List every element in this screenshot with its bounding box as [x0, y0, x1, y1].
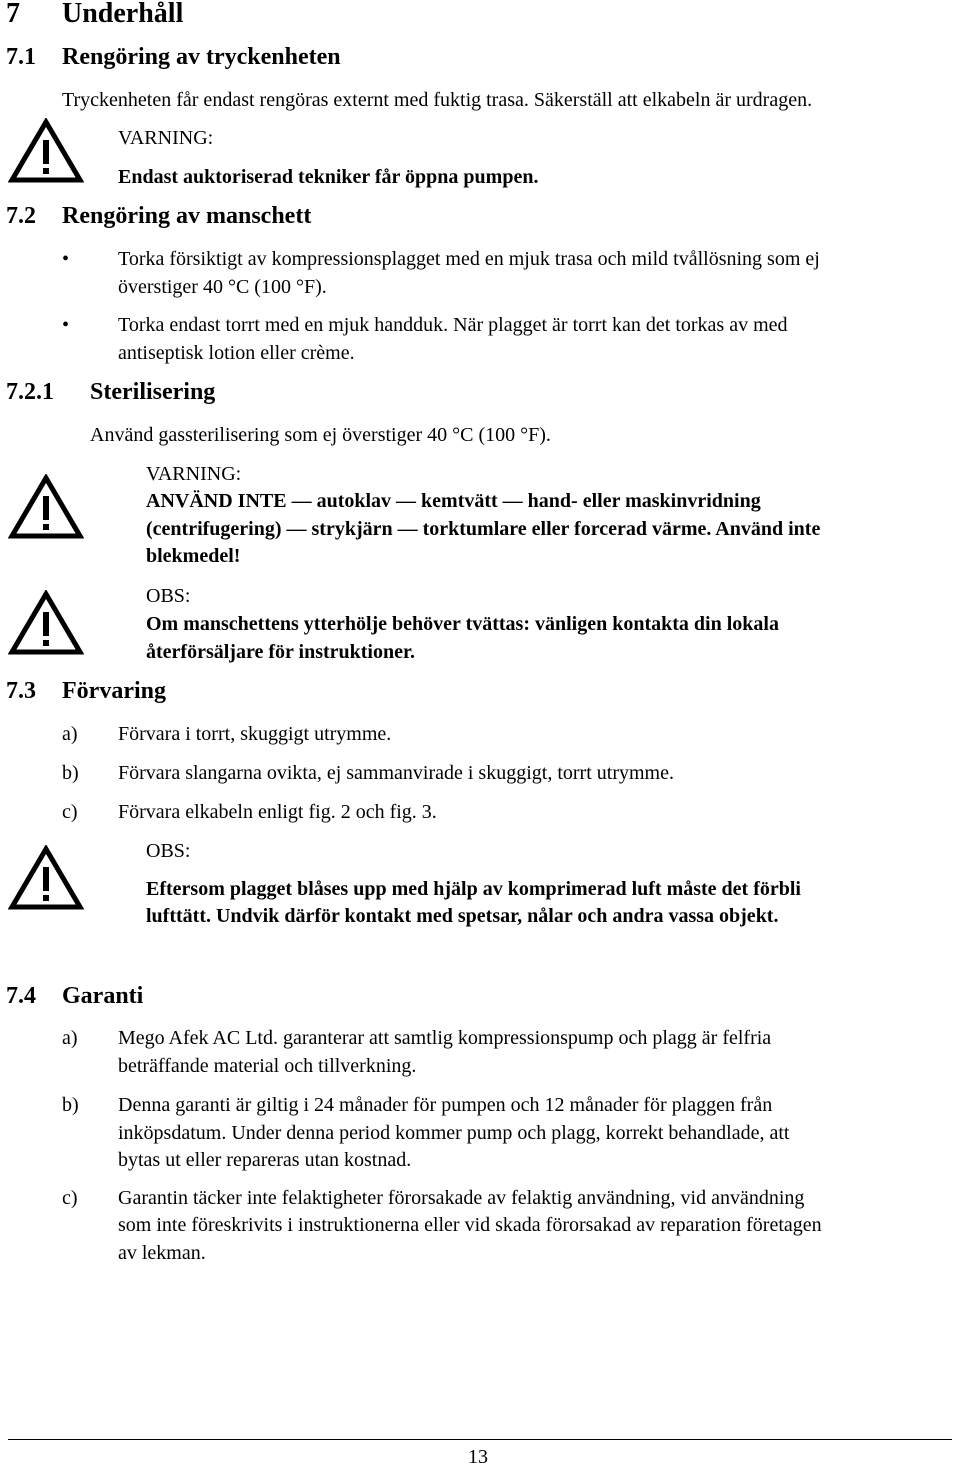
warning-triangle-icon	[8, 474, 84, 540]
sec-7-1-warning-text: Endast auktoriserad tekniker får öppna pumpen.	[118, 166, 539, 188]
sec-7-2-1-obs-line-1: Om manschettens ytterhölje behöver tvättas: vänligen kontakta din lokala	[146, 613, 779, 635]
sec-7-2-1-warning-label: VARNING:	[146, 463, 242, 485]
sec-7-2-1-warning-line-2: (centrifugering) — strykjärn — torktumlare eller forcerad värme. Använd inte	[146, 518, 821, 540]
storage-item-c-marker: c)	[62, 801, 78, 823]
sec-7-1-warning-label: VARNING:	[118, 127, 214, 149]
storage-item-a-text: Förvara i torrt, skuggigt utrymme.	[118, 723, 392, 745]
warranty-item-c-line-3: av lekman.	[118, 1242, 206, 1264]
sec-7-1-text: Tryckenheten får endast rengöras externt med fuktig trasa. Säkerställ att elkabeln är urdragen.	[62, 89, 813, 111]
heading-7	[6, 0, 184, 30]
sec-7-3-obs-line-1: Eftersom plagget blåses upp med hjälp av komprimerad luft måste det förbli	[146, 878, 801, 900]
sec-7-2-1-obs-line-2: återförsäljare för instruktioner.	[146, 641, 416, 663]
heading-7-3	[6, 678, 166, 705]
warranty-item-c-line-1: Garantin täcker inte felaktigheter förorsakade av felaktig användning, vid användning	[118, 1187, 805, 1209]
warning-triangle-icon	[8, 845, 84, 911]
warning-triangle-icon	[8, 118, 84, 184]
bullet-marker-1: •	[62, 248, 70, 270]
heading-7-2-1-title: Sterilisering	[90, 379, 216, 405]
warning-triangle-icon	[8, 590, 84, 656]
warranty-item-b-line-3: bytas ut eller repareras utan kostnad.	[118, 1149, 412, 1171]
sec-7-2-1-text: Använd gassterilisering som ej överstiger 40 °C (100 °F).	[90, 424, 551, 446]
bullet-1-line-1: Torka försiktigt av kompressionsplagget med en mjuk trasa och mild tvållösning som ej	[118, 248, 820, 270]
sec-7-2-1-obs-label: OBS:	[146, 585, 191, 607]
heading-7-2-1	[6, 379, 216, 406]
storage-item-b-marker: b)	[62, 762, 79, 784]
page-number: 13	[468, 1446, 488, 1468]
bullet-2-line-2: antiseptisk lotion eller crème.	[118, 342, 355, 364]
heading-7-4	[6, 983, 144, 1010]
warranty-item-b-marker: b)	[62, 1094, 79, 1116]
warranty-item-c-marker: c)	[62, 1187, 78, 1209]
warranty-item-c-line-2: som inte föreskrivits i instruktionerna eller vid skada förorsakad av reparation företagen	[118, 1214, 822, 1236]
heading-7-1-title: Rengöring av tryckenheten	[62, 44, 341, 70]
warranty-item-b-line-1: Denna garanti är giltig i 24 månader för pumpen och 12 månader för plaggen från	[118, 1094, 773, 1116]
heading-7-number: 7	[6, 0, 20, 29]
heading-7-3-number: 7.3	[6, 678, 36, 704]
bullet-1-line-2: överstiger 40 °C (100 °F).	[118, 276, 327, 298]
sec-7-3-obs-label: OBS:	[146, 840, 191, 862]
sec-7-2-1-warning-line-1: ANVÄND INTE — autoklav — kemtvätt — hand- eller maskinvridning	[146, 490, 761, 512]
heading-7-2-title: Rengöring av manschett	[62, 203, 312, 229]
warranty-item-a-line-1: Mego Afek AC Ltd. garanterar att samtlig kompressionspump och plagg är felfria	[118, 1027, 772, 1049]
storage-item-c-text: Förvara elkabeln enligt fig. 2 och fig. 3.	[118, 801, 437, 823]
heading-7-2	[6, 203, 312, 230]
bullet-2-line-1: Torka endast torrt med en mjuk handduk. När plagget är torrt kan det torkas av med	[118, 314, 788, 336]
warranty-item-a-marker: a)	[62, 1027, 78, 1049]
heading-7-title: Underhåll	[62, 0, 184, 29]
warranty-item-b-line-2: inköpsdatum. Under denna period kommer pump och plagg, korrekt behandlade, att	[118, 1122, 790, 1144]
heading-7-2-number: 7.2	[6, 203, 36, 229]
heading-7-2-1-number: 7.2.1	[6, 379, 54, 405]
sec-7-2-1-warning-line-3: blekmedel!	[146, 545, 241, 567]
heading-7-3-title: Förvaring	[62, 678, 166, 704]
heading-7-1	[6, 44, 341, 71]
footer-divider	[8, 1439, 952, 1440]
heading-7-1-number: 7.1	[6, 44, 36, 70]
warranty-item-a-line-2: beträffande material och tillverkning.	[118, 1055, 417, 1077]
bullet-marker-2: •	[62, 314, 70, 336]
heading-7-4-number: 7.4	[6, 983, 36, 1009]
storage-item-a-marker: a)	[62, 723, 78, 745]
heading-7-4-title: Garanti	[62, 983, 144, 1009]
sec-7-3-obs-line-2: lufttätt. Undvik därför kontakt med spetsar, nålar och andra vassa objekt.	[146, 905, 779, 927]
storage-item-b-text: Förvara slangarna ovikta, ej sammanvirade i skuggigt, torrt utrymme.	[118, 762, 674, 784]
